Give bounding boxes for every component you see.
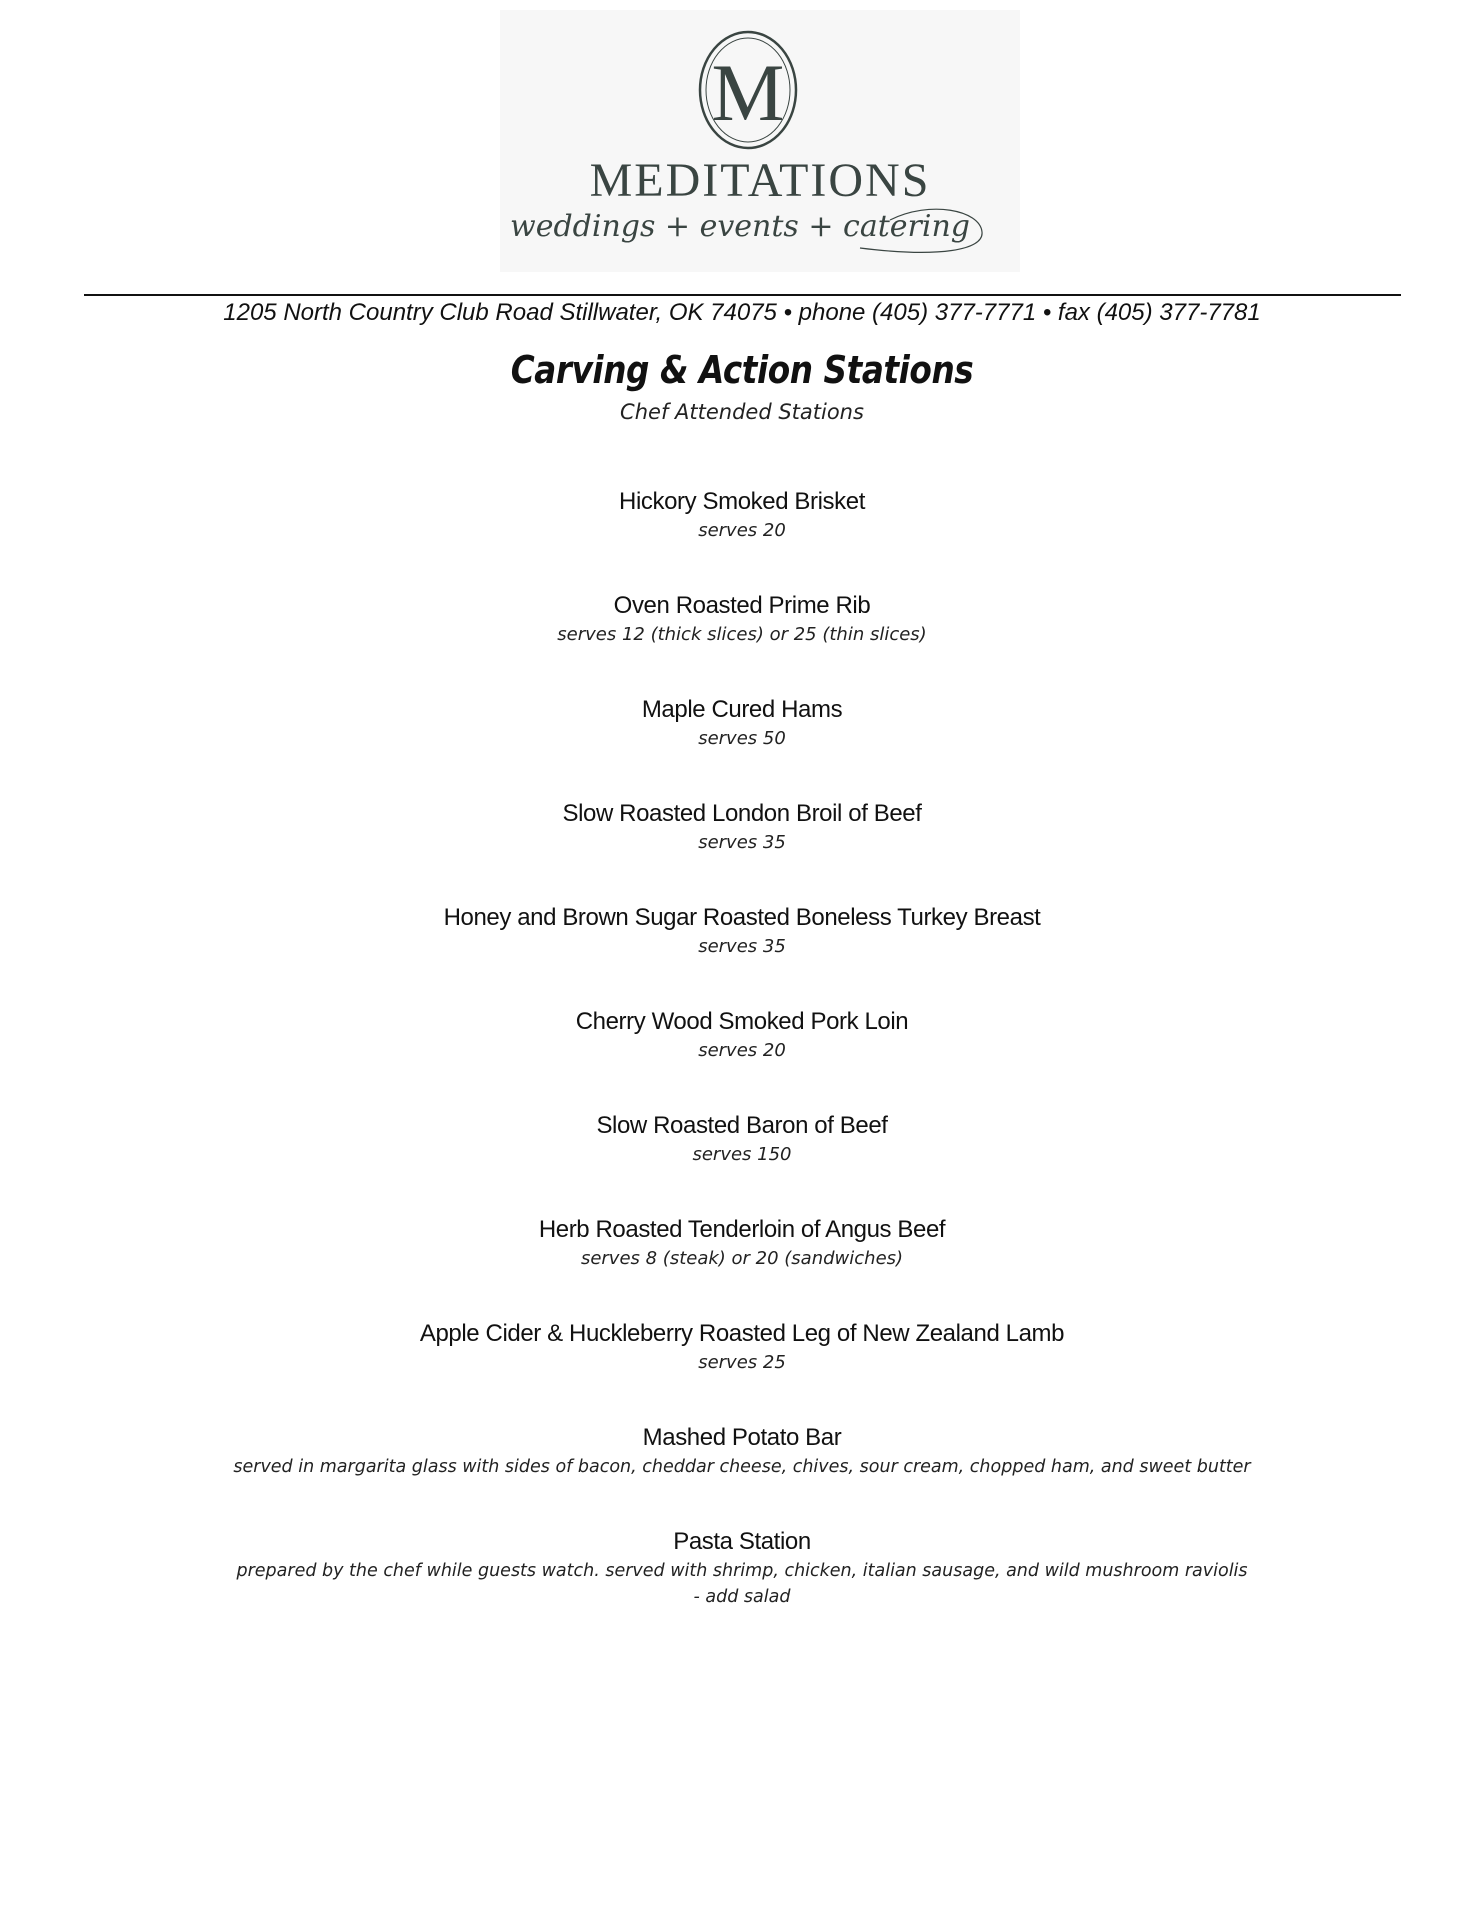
menu-item <box>180 1006 1304 1110</box>
menu-item <box>180 694 1304 798</box>
menu-item-desc: serves 35 <box>698 832 786 853</box>
menu-item <box>180 590 1304 694</box>
menu-item-name: Slow Roasted London Broil of Beef <box>562 800 922 827</box>
menu-item <box>180 902 1304 1006</box>
logo-monogram: M <box>711 47 785 138</box>
menu-item <box>180 1526 1304 1630</box>
logo-tagline: weddings + events + catering <box>510 209 970 244</box>
menu-item-desc: serves 25 <box>698 1352 786 1373</box>
menu-item-desc: served in margarita glass with sides of bacon, cheddar cheese, chives, sour cream, chopped ham, and sweet butter <box>233 1457 1251 1477</box>
menu-item-desc: prepared by the chef while guests watch. served with shrimp, chicken, italian sausage, and wild mushroom raviolis <box>236 1561 1248 1581</box>
menu-item <box>180 1214 1304 1318</box>
menu-item-desc: serves 150 <box>692 1144 792 1165</box>
menu-item <box>180 1422 1304 1526</box>
menu-item-desc: serves 50 <box>698 728 786 749</box>
menu-item-desc: serves 20 <box>698 1040 786 1061</box>
logo-wordmark: MEDITATIONS <box>589 154 931 207</box>
menu-item-desc: serves 12 (thick slices) or 25 (thin slices) <box>557 624 927 645</box>
menu-item-desc: serves 8 (steak) or 20 (sandwiches) <box>580 1248 904 1269</box>
menu-list <box>180 486 1304 1630</box>
menu-item-name: Pasta Station <box>673 1528 811 1555</box>
menu-item-name: Apple Cider & Huckleberry Roasted Leg of New Zealand Lamb <box>419 1320 1065 1347</box>
page-subtitle: Chef Attended Stations <box>620 400 864 424</box>
menu-item-name: Cherry Wood Smoked Pork Loin <box>575 1008 909 1035</box>
menu-item-desc-addon: - add salad <box>693 1587 791 1607</box>
contact-address: 1205 North Country Club Road Stillwater, OK 74075 • phone (405) 377-7771 • fax (405) 377-7781 <box>223 299 1261 326</box>
menu-item-name: Herb Roasted Tenderloin of Angus Beef <box>538 1216 946 1243</box>
menu-item-name: Hickory Smoked Brisket <box>619 488 865 515</box>
menu-item <box>180 486 1304 590</box>
menu-item <box>180 1318 1304 1422</box>
menu-item-name: Oven Roasted Prime Rib <box>613 592 871 619</box>
menu-item-name: Mashed Potato Bar <box>642 1424 842 1451</box>
menu-item <box>180 798 1304 902</box>
menu-item <box>180 1110 1304 1214</box>
page-title: Carving & Action Stations <box>510 348 974 392</box>
menu-item-name: Honey and Brown Sugar Roasted Boneless Turkey Breast <box>443 904 1041 931</box>
menu-item-name: Slow Roasted Baron of Beef <box>596 1112 888 1139</box>
menu-item-desc: serves 35 <box>698 936 786 957</box>
menu-item-desc: serves 20 <box>698 520 786 541</box>
menu-item-name: Maple Cured Hams <box>641 696 843 723</box>
company-logo <box>500 10 1020 272</box>
